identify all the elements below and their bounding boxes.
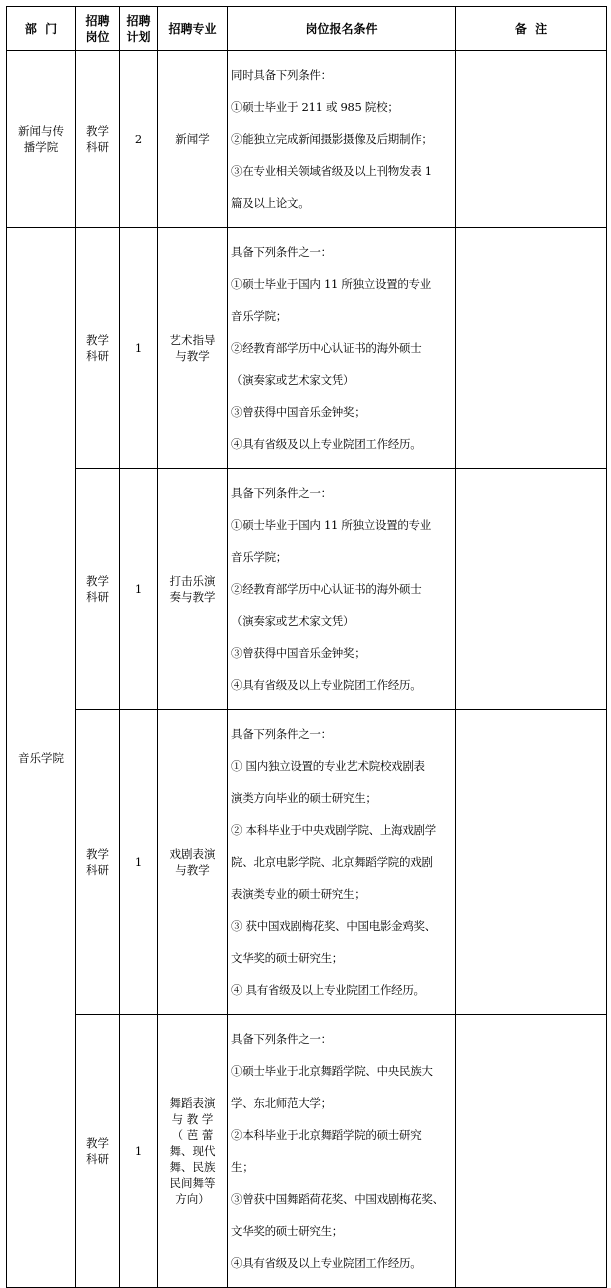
condition-line: ②经教育部学历中心认证书的海外硕士 (231, 582, 422, 596)
condition-line: 具备下列条件之一： (231, 245, 332, 259)
condition-line: 院、北京电影学院、北京舞蹈学院的戏剧 (231, 855, 433, 869)
plan-cell: 1 (120, 469, 158, 710)
recruitment-table (6, 6, 607, 1288)
conditions-cell (228, 710, 456, 1015)
condition-line: ③在专业相关领域省级及以上刊物发表 1 (231, 164, 432, 178)
condition-line: 篇及以上论文。 (231, 196, 310, 210)
conditions-cell (228, 1015, 456, 1288)
condition-line: ③曾获中国舞蹈荷花奖、中国戏剧梅花奖、 (231, 1192, 444, 1206)
plan-cell: 2 (120, 51, 158, 228)
condition-line: ①硕士毕业于 211 或 985 院校； (231, 100, 399, 114)
condition-line: 演类方向毕业的硕士研究生； (231, 791, 377, 805)
table-row (7, 51, 607, 228)
notes-cell (456, 469, 607, 710)
header-dept: 部 门 (7, 7, 76, 51)
condition-line: 具备下列条件之一： (231, 1032, 332, 1046)
conditions-cell (228, 469, 456, 710)
table-row (7, 469, 607, 710)
major-cell: 打击乐演 奏与教学 (158, 469, 228, 710)
header-position: 招聘 岗位 (76, 7, 120, 51)
condition-line: ② 本科毕业于中央戏剧学院、上海戏剧学 (231, 823, 436, 837)
position-cell: 教学 科研 (76, 1015, 120, 1288)
condition-line: ④ 具有省级及以上专业院团工作经历。 (231, 983, 425, 997)
major-cell: 新闻学 (158, 51, 228, 228)
header-plan: 招聘 计划 (120, 7, 158, 51)
plan-cell: 1 (120, 228, 158, 469)
notes-cell (456, 51, 607, 228)
condition-line: （演奏家或艺术家文凭） (231, 614, 355, 628)
notes-cell (456, 710, 607, 1015)
header-major: 招聘专业 (158, 7, 228, 51)
major-cell: 舞蹈表演 与 教 学 （ 芭 蕾 舞、现代 舞、民族 民间舞等 方向） (158, 1015, 228, 1288)
position-cell: 教学 科研 (76, 469, 120, 710)
condition-line: 生； (231, 1160, 254, 1174)
notes-cell (456, 1015, 607, 1288)
major-cell: 戏剧表演 与教学 (158, 710, 228, 1015)
conditions-cell (228, 228, 456, 469)
position-cell: 教学 科研 (76, 51, 120, 228)
plan-cell: 1 (120, 710, 158, 1015)
condition-line: ③曾获得中国音乐金钟奖； (231, 646, 366, 660)
header-conditions: 岗位报名条件 (228, 7, 456, 51)
condition-line: 同时具备下列条件： (231, 68, 332, 82)
condition-line: 表演类专业的硕士研究生； (231, 887, 366, 901)
condition-line: ②本科毕业于北京舞蹈学院的硕士研究 (231, 1128, 422, 1142)
notes-cell (456, 228, 607, 469)
conditions-cell (228, 51, 456, 228)
major-cell: 艺术指导 与教学 (158, 228, 228, 469)
condition-line: ④具有省级及以上专业院团工作经历。 (231, 678, 422, 692)
table-row (7, 228, 607, 469)
condition-line: 具备下列条件之一： (231, 727, 332, 741)
condition-line: ①硕士毕业于国内 11 所独立设置的专业 (231, 277, 431, 291)
condition-line: ④具有省级及以上专业院团工作经历。 (231, 437, 422, 451)
condition-line: ①硕士毕业于北京舞蹈学院、中央民族大 (231, 1064, 433, 1078)
condition-line: 音乐学院； (231, 550, 287, 564)
condition-line: ④具有省级及以上专业院团工作经历。 (231, 1256, 422, 1270)
position-cell: 教学 科研 (76, 710, 120, 1015)
condition-line: ②能独立完成新闻摄影摄像及后期制作； (231, 132, 433, 146)
condition-line: ①硕士毕业于国内 11 所独立设置的专业 (231, 518, 431, 532)
condition-line: 文华奖的硕士研究生； (231, 951, 343, 965)
position-cell: 教学 科研 (76, 228, 120, 469)
dept-cell: 音乐学院 (7, 228, 76, 1288)
dept-cell: 新闻与传 播学院 (7, 51, 76, 228)
condition-line: 具备下列条件之一： (231, 486, 332, 500)
condition-line: 音乐学院； (231, 309, 287, 323)
condition-line: 学、东北师范大学； (231, 1096, 332, 1110)
condition-line: 文华奖的硕士研究生； (231, 1224, 343, 1238)
table-row (7, 1015, 607, 1288)
condition-line: ③ 获中国戏剧梅花奖、中国电影金鸡奖、 (231, 919, 436, 933)
plan-cell: 1 (120, 1015, 158, 1288)
header-row (7, 7, 607, 51)
condition-line: ②经教育部学历中心认证书的海外硕士 (231, 341, 422, 355)
condition-line: ③曾获得中国音乐金钟奖； (231, 405, 366, 419)
header-notes: 备 注 (456, 7, 607, 51)
table-row (7, 710, 607, 1015)
condition-line: （演奏家或艺术家文凭） (231, 373, 355, 387)
condition-line: ① 国内独立设置的专业艺术院校戏剧表 (231, 759, 425, 773)
